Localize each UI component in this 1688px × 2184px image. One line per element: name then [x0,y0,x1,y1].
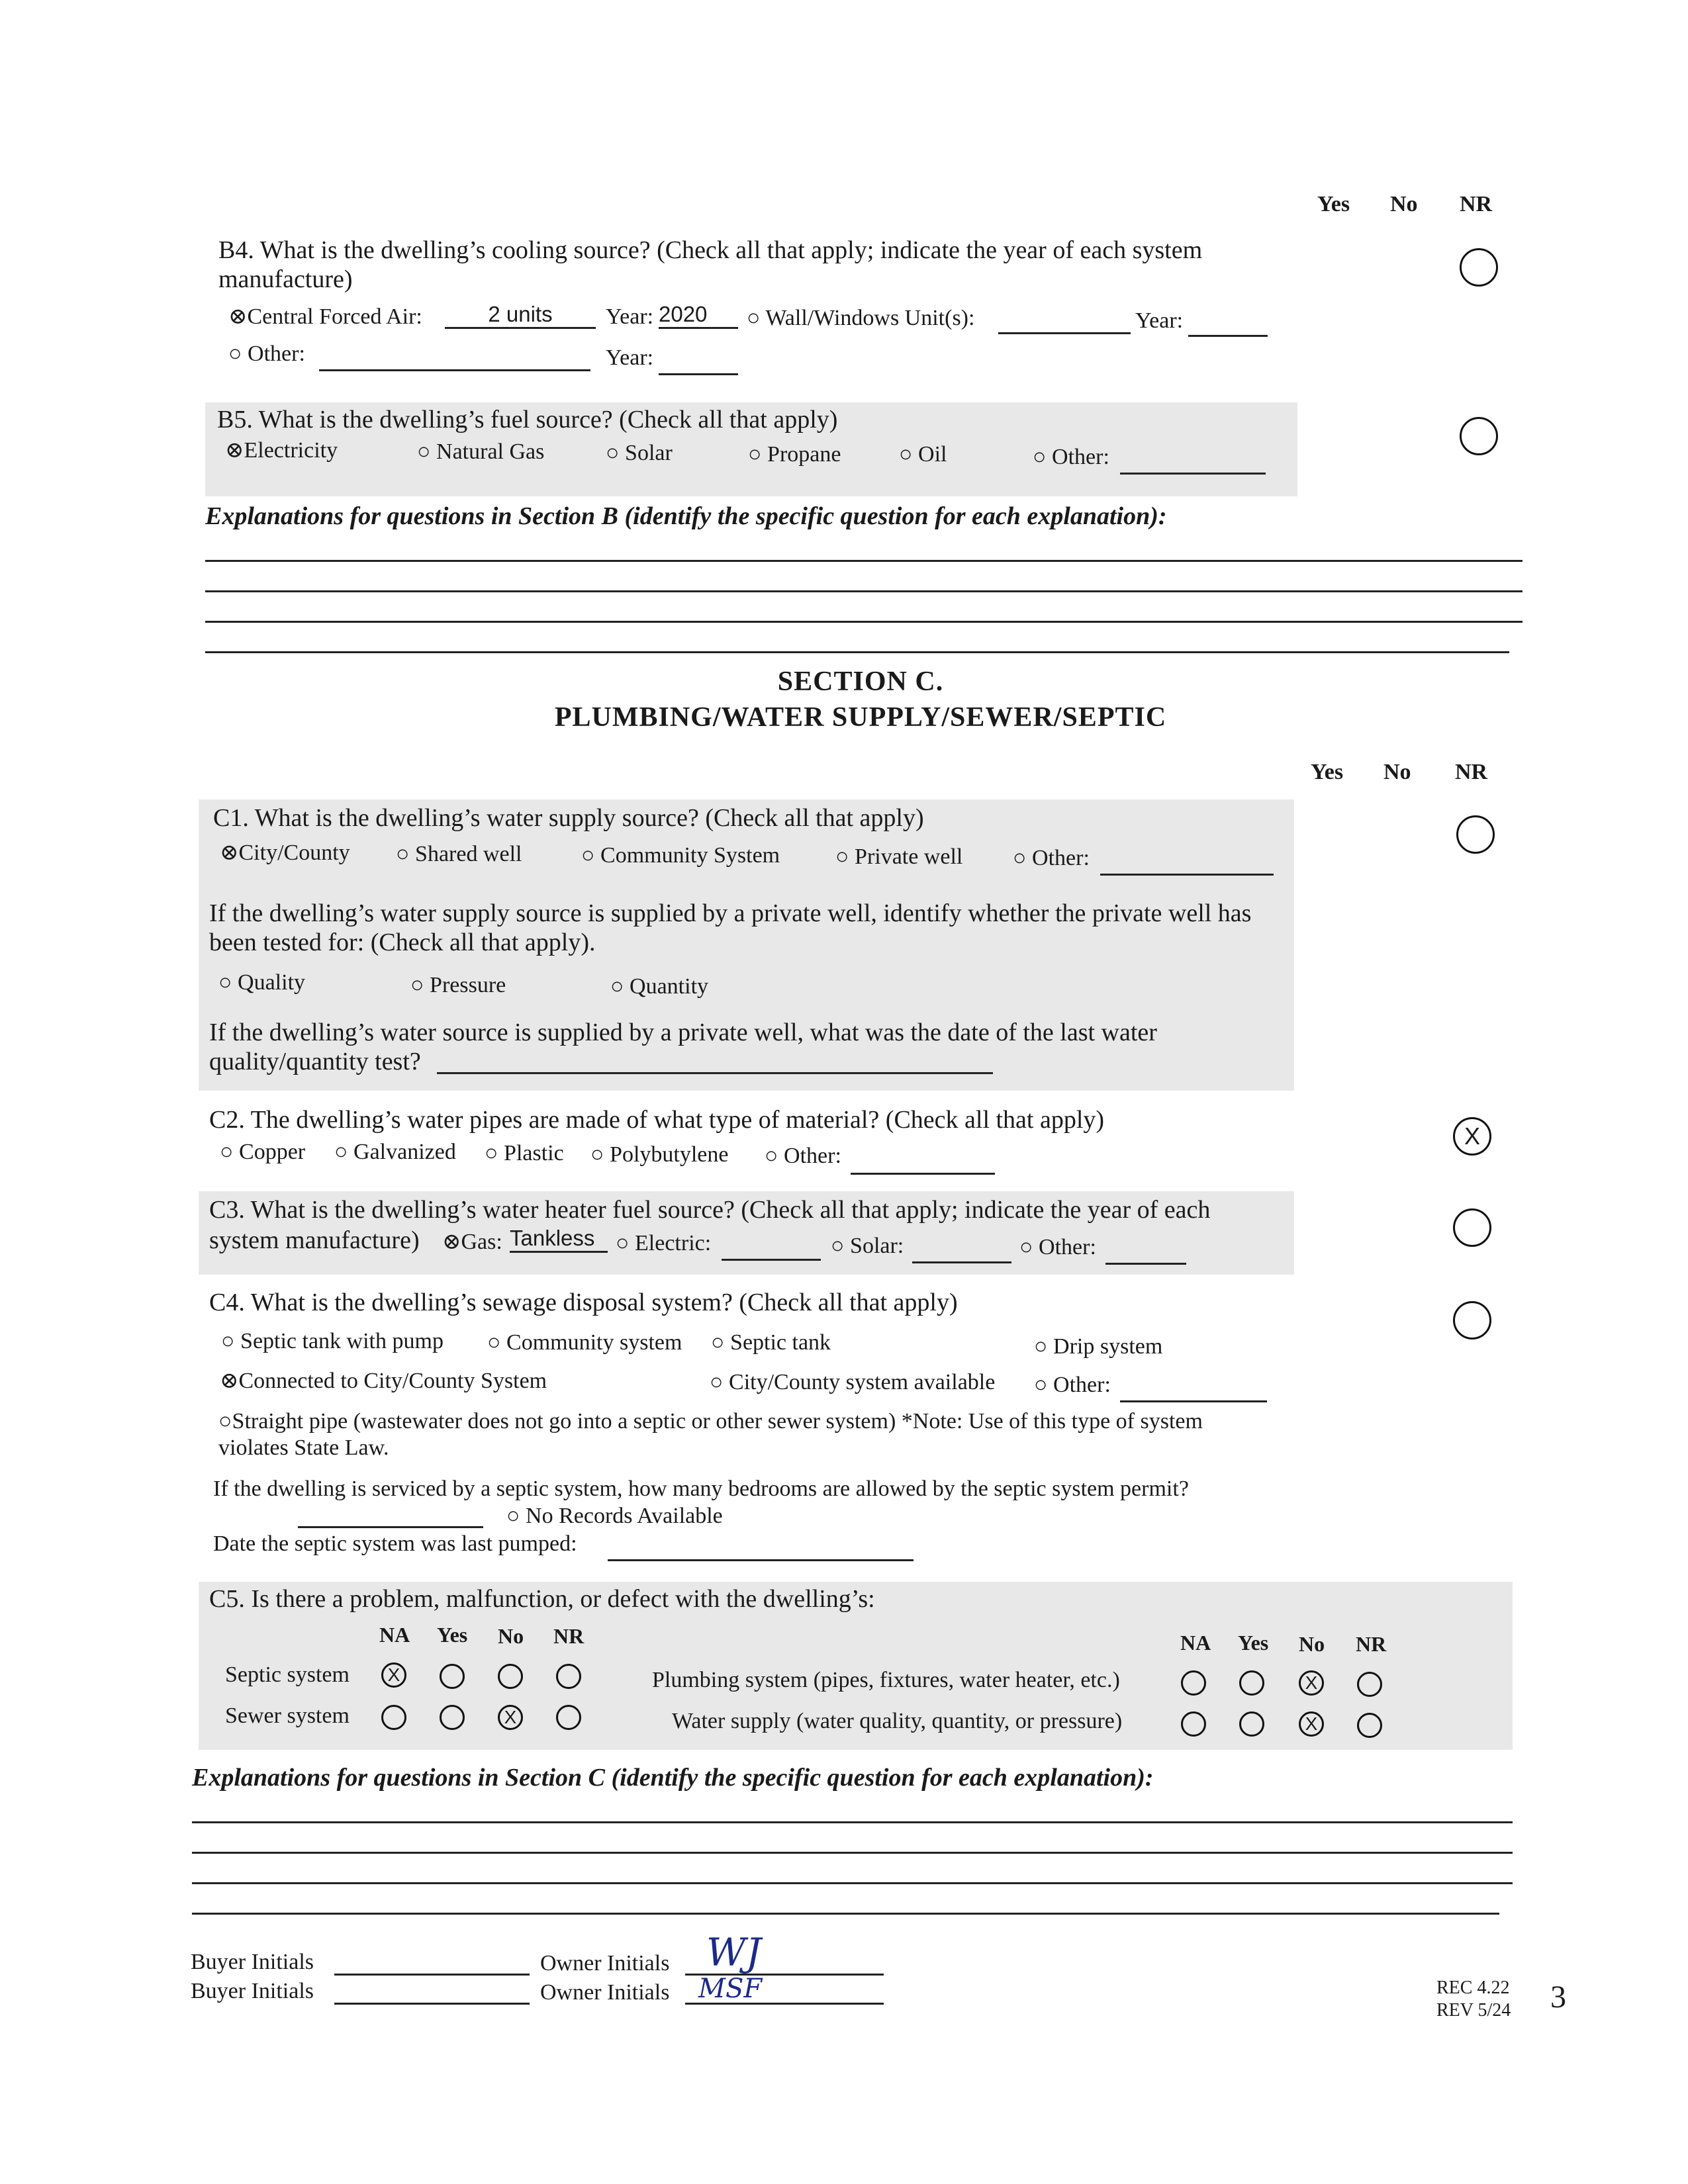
checked-mark-icon: ⊗ [220,841,239,865]
c2-polybutylene[interactable]: ○ Polybutylene [590,1142,729,1167]
c4-other-field[interactable] [1120,1377,1267,1402]
owner-signature-2: MSF [698,1974,763,2004]
c3-solar[interactable]: ○ Solar: [831,1234,904,1258]
c5-septic-na[interactable]: X [381,1662,406,1688]
c3-solar-field[interactable] [912,1236,1011,1263]
c5-septic-label: Septic system [225,1662,350,1687]
c1-last-test-field[interactable] [437,1046,993,1074]
buyer-initials-label-2: Buyer Initials [191,1979,314,2003]
c3-nr-circle[interactable] [1453,1208,1491,1247]
c1-quality[interactable]: ○ Quality [218,970,306,995]
c5-left-no-header: No [498,1624,524,1648]
c1-last-test-question: If the dwelling’s water source is supplied by a private well, what was the date of the last water quality/quantity test? [209,1019,1157,1075]
c5-sewer-label: Sewer system [225,1704,350,1728]
c5-sewer-nr[interactable] [556,1705,581,1730]
c5-sewer-na[interactable] [381,1705,406,1730]
checked-mark-icon: ⊗ [225,438,244,463]
c1-private-well[interactable]: ○ Private well [835,844,963,869]
c3-gas[interactable]: ⊗Gas: [442,1230,502,1254]
c1-pressure[interactable]: ○ Pressure [410,973,506,997]
c2-plastic[interactable]: ○ Plastic [485,1141,564,1165]
c5-water-na[interactable] [1181,1711,1206,1737]
c4-community[interactable]: ○ Community system [487,1330,682,1355]
c5-septic-yes[interactable] [440,1664,465,1689]
explain-b-line-1[interactable] [205,560,1523,562]
b4-other-year-label: Year: [606,345,654,370]
owner-initials-field-2[interactable] [685,1974,884,2005]
form-rev-code: REV 5/24 [1436,2000,1511,2021]
c2-question: C2. The dwelling’s water pipes are made of what type of material? (Check all that apply) [209,1106,1105,1134]
c3-other-field[interactable] [1105,1238,1186,1265]
c5-left-na-header: NA [379,1623,410,1647]
c5-left-nr-header: NR [553,1624,585,1648]
c5-water-yes[interactable] [1239,1711,1264,1737]
c4-septic-pump[interactable]: ○ Septic tank with pump [221,1329,444,1353]
checked-mark-icon: ⊗ [442,1230,461,1254]
c2-copper[interactable]: ○ Copper [220,1140,306,1164]
c4-no-records[interactable]: ○ No Records Available [506,1504,723,1528]
explain-b-line-2[interactable] [205,590,1523,592]
owner-initials-field-1[interactable] [685,1930,884,1976]
c5-right-yes-header: Yes [1238,1631,1269,1655]
b5-question: B5. What is the dwelling’s fuel source? (Check all that apply) [217,406,838,433]
c1-question: C1. What is the dwelling’s water supply source? (Check all that apply) [213,804,924,832]
col-no-header: No [1390,192,1418,216]
c3-other[interactable]: ○ Other: [1019,1235,1096,1259]
c4-nr-circle[interactable] [1453,1301,1491,1340]
b4-other[interactable]: ○ Other: [228,341,305,366]
b5-nr-circle[interactable] [1460,417,1498,455]
c3-electric-field[interactable] [722,1234,821,1261]
b5-other-field[interactable] [1120,449,1266,475]
c4-last-pumped-label: Date the septic system was last pumped: [213,1531,577,1556]
c3-question-line2: system manufacture) [209,1226,420,1254]
b4-question: B4. What is the dwelling’s cooling source? (Check all that apply; indicate the year of each system manufacture) [218,236,1203,293]
explain-c-line-2[interactable] [192,1852,1513,1854]
c2-galvanized[interactable]: ○ Galvanized [334,1140,456,1164]
c5-water-no[interactable]: X [1299,1711,1324,1737]
c5-plumbing-label: Plumbing system (pipes, fixtures, water heater, etc.) [652,1668,1120,1692]
c5-water-nr[interactable] [1357,1713,1382,1738]
b5-solar[interactable]: ○ Solar [606,441,673,465]
form-rec-code: REC 4.22 [1436,1978,1510,1998]
c2-nr-circle[interactable]: X [1453,1117,1491,1156]
b4-other-field[interactable] [319,345,590,371]
col-yes-header: Yes [1317,192,1350,216]
c4-bedrooms-field[interactable] [298,1502,483,1528]
section-c-subtitle: PLUMBING/WATER SUPPLY/SEWER/SEPTIC [554,702,1167,733]
c4-city-available[interactable]: ○ City/County system available [710,1370,996,1394]
c-col-no-header: No [1383,760,1411,784]
c1-city[interactable]: ⊗City/County [220,841,350,865]
c5-sewer-no[interactable]: X [498,1705,523,1730]
b4-other-year-field[interactable] [659,351,738,375]
b4-year-label: Year: [606,304,654,329]
b5-propane[interactable]: ○ Propane [748,442,841,467]
c5-sewer-yes[interactable] [440,1705,465,1730]
c4-septic-tank[interactable]: ○ Septic tank [711,1330,831,1355]
c5-plumbing-nr[interactable] [1357,1672,1382,1697]
c2-other[interactable]: ○ Other: [765,1144,841,1168]
c4-straight-pipe[interactable]: ○Straight pipe (wastewater does not go into a septic or other sewer system) *Note: Use of this type of system violates State Law. [218,1409,1203,1460]
checked-mark-icon: ⊗ [228,304,248,329]
c4-other[interactable]: ○ Other: [1034,1373,1111,1397]
owner-signature-1: WJ [706,1930,761,1975]
c1-other-field[interactable] [1100,848,1274,876]
b4-wall-unit-field[interactable] [998,308,1131,334]
c1-quantity[interactable]: ○ Quantity [610,974,709,999]
c5-water-label: Water supply (water quality, quantity, or pressure) [672,1709,1123,1733]
c5-question: C5. Is there a problem, malfunction, or defect with the dwelling’s: [209,1585,875,1613]
explain-c-line-1[interactable] [192,1821,1513,1823]
b4-central-air-year[interactable]: 2020 [659,302,738,329]
c3-electric[interactable]: ○ Electric: [616,1231,712,1255]
b5-electricity[interactable]: ⊗Electricity [225,438,338,463]
c5-plumbing-yes[interactable] [1239,1670,1264,1696]
c5-septic-nr[interactable] [556,1664,581,1689]
b4-central-air-units[interactable]: 2 units [445,302,596,329]
c-col-yes-header: Yes [1311,760,1344,784]
explain-c-line-4[interactable] [192,1913,1499,1915]
b5-natural-gas[interactable]: ○ Natural Gas [417,439,545,464]
explain-c-line-3[interactable] [192,1882,1513,1884]
c4-bedrooms-question: If the dwelling is serviced by a septic system, how many bedrooms are allowed by the septic system permit? [213,1477,1189,1501]
explain-b-label: Explanations for questions in Section B (identify the specific question for each explanation): [205,502,1167,530]
page-number: 3 [1550,1979,1566,2015]
c1-other[interactable]: ○ Other: [1013,846,1090,870]
b4-wall-year-field[interactable] [1188,312,1268,337]
b4-nr-circle[interactable] [1460,248,1498,287]
col-nr-header: NR [1460,192,1493,216]
b4-wall-year-label: Year: [1135,308,1184,333]
c-col-nr-header: NR [1455,760,1488,784]
explain-b-line-4[interactable] [205,651,1509,653]
c2-other-field[interactable] [851,1148,995,1175]
buyer-initials-label-1: Buyer Initials [191,1950,314,1974]
c4-last-pumped-field[interactable] [608,1534,914,1561]
c4-drip[interactable]: ○ Drip system [1034,1334,1163,1359]
c4-connected[interactable]: ⊗Connected to City/County System [220,1369,547,1393]
b5-oil[interactable]: ○ Oil [899,442,947,467]
b4-wall-unit[interactable]: ○ Wall/Windows Unit(s): [747,306,975,330]
c1-nr-circle[interactable] [1456,815,1495,854]
c5-plumbing-na[interactable] [1181,1670,1206,1696]
explain-c-label: Explanations for questions in Section C (identify the specific question for each explanation): [192,1764,1154,1792]
c1-well-test-question: If the dwelling’s water supply source is supplied by a private well, identify whether the private well has been tested for: (Check all that apply). [209,899,1252,956]
c4-question: C4. What is the dwelling’s sewage disposal system? (Check all that apply) [209,1289,958,1316]
owner-initials-label-1: Owner Initials [540,1951,670,1976]
buyer-initials-field-2[interactable] [334,1981,530,2005]
owner-initials-label-2: Owner Initials [540,1980,670,2005]
c5-septic-no[interactable] [498,1664,523,1689]
b4-central-air[interactable]: ⊗Central Forced Air: [228,304,422,329]
c1-shared-well[interactable]: ○ Shared well [396,842,522,866]
c5-right-no-header: No [1299,1632,1325,1656]
c1-community[interactable]: ○ Community System [581,843,780,868]
c3-question-line1: C3. What is the dwelling’s water heater fuel source? (Check all that apply; indicate the year of each [209,1196,1211,1224]
checked-mark-icon: ⊗ [220,1369,239,1393]
c5-plumbing-no[interactable]: X [1299,1670,1324,1696]
c5-left-yes-header: Yes [437,1623,468,1647]
c3-gas-value[interactable]: Tankless [510,1226,608,1253]
explain-b-line-3[interactable] [205,621,1523,623]
buyer-initials-field-1[interactable] [334,1952,530,1976]
c5-right-na-header: NA [1180,1631,1211,1655]
c5-right-nr-header: NR [1356,1632,1387,1656]
section-c-title: SECTION C. [777,666,944,697]
b5-other[interactable]: ○ Other: [1033,445,1109,469]
